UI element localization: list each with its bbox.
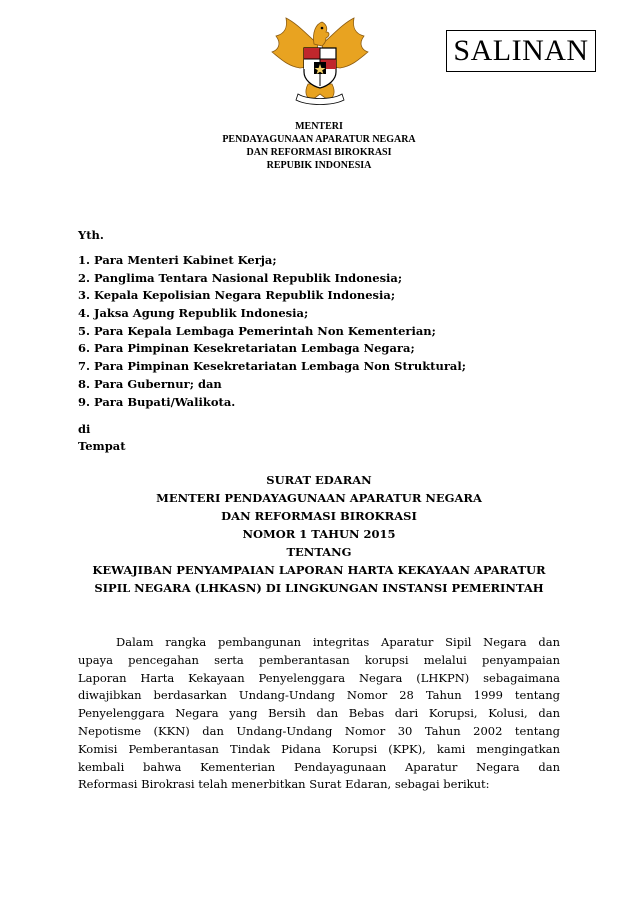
place-tempat: Tempat bbox=[78, 439, 126, 453]
body-line: Reformasi Birokrasi telah menerbitkan Surat Edaran, sebagai berikut: bbox=[78, 777, 490, 792]
recipient-item: 9. Para Bupati/Walikota. bbox=[78, 394, 236, 409]
salutation: Yth. bbox=[78, 228, 104, 242]
body-paragraph bbox=[78, 634, 560, 794]
garuda-emblem-icon bbox=[268, 14, 372, 110]
recipient-item: 6. Para Pimpinan Kesekretariatan Lembaga Negara; bbox=[78, 341, 415, 356]
ministry-header-line: DAN REFORMASI BIROKRASI bbox=[246, 147, 392, 158]
recipient-item: 4. Jaksa Agung Republik Indonesia; bbox=[78, 306, 309, 321]
ministry-header bbox=[0, 120, 638, 172]
body-line: Dalam rangka pembangunan integritas Aparatur Sipil Negara dan bbox=[116, 635, 560, 649]
recipient-item: 8. Para Gubernur; dan bbox=[78, 376, 222, 391]
ministry-header-line: PENDAYAGUNAAN APARATUR NEGARA bbox=[222, 134, 416, 145]
recipient-item: 5. Para Kepala Lembaga Pemerintah Non Kementerian; bbox=[78, 323, 436, 338]
ministry-header-line: MENTERI bbox=[295, 121, 343, 132]
body-line: Komisi Pemberantasan Tindak Pidana Korupsi (KPK), kami mengingatkan bbox=[78, 741, 560, 756]
title-line: SIPIL NEGARA (LHKASN) DI LINGKUNGAN INSTANSI PEMERINTAH bbox=[94, 581, 544, 595]
salinan-stamp: SALINAN bbox=[446, 30, 596, 72]
title-line: KEWAJIBAN PENYAMPAIAN LAPORAN HARTA KEKAYAAN APARATUR bbox=[92, 563, 546, 577]
recipient-item: 2. Panglima Tentara Nasional Republik Indonesia; bbox=[78, 270, 403, 285]
title-line: MENTERI PENDAYAGUNAAN APARATUR NEGARA bbox=[156, 491, 482, 505]
document-title bbox=[0, 471, 638, 597]
title-line: NOMOR 1 TAHUN 2015 bbox=[242, 527, 396, 541]
body-line: Laporan Harta Kekayaan Penyelenggara Negara (LHKPN) sebagaimana bbox=[78, 670, 560, 685]
body-line: diwajibkan berdasarkan Undang-Undang Nomor 28 Tahun 1999 tentang bbox=[78, 688, 560, 703]
recipient-item: 1. Para Menteri Kabinet Kerja; bbox=[78, 253, 277, 267]
ministry-header-line: REPUBIK INDONESIA bbox=[266, 160, 372, 171]
title-line: DAN REFORMASI BIROKRASI bbox=[221, 509, 417, 523]
place-di: di bbox=[78, 422, 91, 436]
place-block bbox=[78, 421, 126, 455]
recipient-item: 3. Kepala Kepolisian Negara Republik Indonesia; bbox=[78, 288, 396, 303]
recipient-item: 7. Para Pimpinan Kesekretariatan Lembaga Non Struktural; bbox=[78, 359, 466, 374]
title-line: SURAT EDARAN bbox=[266, 473, 372, 487]
body-line: kembali bahwa Kementerian Pendayagunaan Aparatur Negara dan bbox=[78, 759, 560, 774]
body-line: upaya pencegahan serta pemberantasan korupsi melalui penyampaian bbox=[78, 652, 560, 667]
body-line: Nepotisme (KKN) dan Undang-Undang Nomor 30 Tahun 2002 tentang bbox=[78, 723, 560, 738]
body-line: Penyelenggara Negara yang Bersih dan Bebas dari Korupsi, Kolusi, dan bbox=[78, 706, 560, 721]
title-line: TENTANG bbox=[286, 545, 352, 559]
recipient-list bbox=[78, 252, 466, 411]
